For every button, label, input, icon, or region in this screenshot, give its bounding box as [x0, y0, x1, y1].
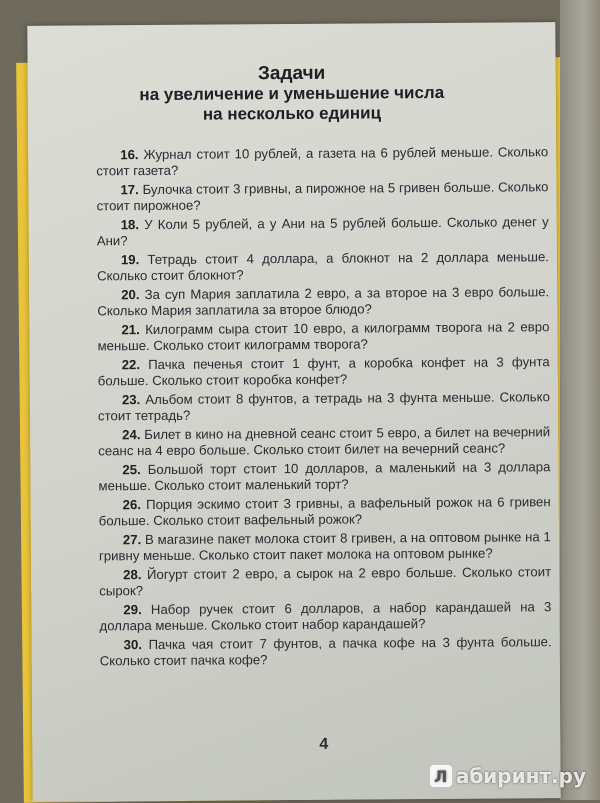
page-number: 4: [319, 735, 329, 753]
problem-number: 22.: [121, 356, 141, 373]
book-page: [27, 22, 560, 802]
problem-text: За суп Мария заплатила 2 евро, а за второе на 3 евро больше. Сколько Мария заплатила за второе блюдо?: [97, 284, 550, 319]
problem-item: [97, 249, 549, 285]
problem-number: 24.: [122, 426, 141, 443]
page-heading: [28, 62, 556, 126]
problem-item: [99, 599, 551, 635]
problem-item: [97, 319, 549, 355]
problem-text: Йогурт стоит 2 евро, а сырок на 2 евро больше. Сколько стоит сырок?: [99, 564, 552, 599]
labirint-logo-icon: Л: [430, 765, 452, 787]
problem-text: Пачка печенья стоит 1 фунт, а коробка конфет на 3 фунта больше. Сколько стоит коробка конфет?: [97, 354, 550, 389]
labirint-watermark: [430, 764, 586, 788]
problem-item: [99, 564, 551, 600]
problem-item: [99, 494, 551, 530]
problem-text: Большой торт стоит 10 долларов, а маленький на 3 доллара меньше. Сколько стоит маленький торт?: [98, 459, 551, 494]
problem-number: 19.: [120, 252, 140, 268]
problem-number: 28.: [123, 566, 142, 583]
problem-number: 16.: [120, 147, 139, 163]
heading-line-1: Задачи: [257, 62, 326, 85]
problem-item: [96, 179, 548, 215]
problem-item: [98, 389, 550, 425]
problem-text: Набор ручек стоит 6 долларов, а набор карандашей на 3 доллара меньше. Сколько стоит набор карандашей?: [99, 599, 552, 634]
problem-item: [98, 424, 550, 460]
problem-list: [96, 144, 552, 672]
problem-number: 20.: [121, 287, 140, 303]
heading-line-3: на несколько единиц: [202, 103, 382, 124]
problem-item: [98, 459, 550, 495]
problem-item: [97, 214, 549, 250]
problem-number: 21.: [121, 321, 140, 338]
problem-text: Журнал стоит 10 рублей, а газета на 6 рублей меньше. Сколько стоит газета?: [96, 144, 549, 179]
heading-line-2: на увеличение и уменьшение числа: [139, 82, 445, 105]
problem-number: 30.: [123, 636, 143, 652]
problem-item: [97, 284, 549, 320]
watermark-text: абиринт.ру: [455, 764, 586, 788]
problem-text: Билет в кино на дневной сеанс стоит 5 евро, а билет на вечерний сеанс на 4 евро больше. Сколько стоит билет на вечерний сеанс?: [98, 424, 551, 459]
problem-text: Пачка чая стоит 7 фунтов, а пачка кофе на 3 фунта больше. Сколько стоит пачка кофе?: [99, 633, 552, 669]
problem-item: [100, 634, 552, 670]
problem-text: В магазине пакет молока стоит 8 гривен, а на оптовом рынке на 1 гривну меньше. Сколько стоит пакет молока на оптовом рынке?: [98, 529, 551, 564]
problem-number: 17.: [120, 182, 139, 198]
problem-item: [96, 144, 548, 180]
problem-text: Порция эскимо стоит 3 гривны, а вафельный рожок на 6 гривен больше. Сколько стоит вафельный рожок?: [98, 494, 551, 529]
problem-text: У Коли 5 рублей, а у Ани на 5 рублей больше. Сколько денег у Ани?: [96, 214, 549, 249]
problem-number: 27.: [122, 531, 142, 548]
problem-number: 26.: [122, 496, 142, 513]
adjacent-page-edge: [560, 0, 600, 800]
problem-number: 29.: [123, 601, 142, 617]
problem-text: Булочка стоит 3 гривны, а пирожное на 5 гривен больше. Сколько стоит пирожное?: [96, 179, 549, 214]
problem-number: 23.: [121, 391, 141, 408]
problem-text: Килограмм сыра стоит 10 евро, а килограмм творога на 2 евро меньше. Сколько стоит килограмм творога?: [97, 319, 550, 354]
problem-text: Альбом стоит 8 фунтов, а тетрадь на 3 фунта меньше. Сколько стоит тетрадь?: [97, 389, 550, 424]
problem-number: 25.: [122, 461, 141, 478]
problem-item: [99, 529, 551, 565]
problem-number: 18.: [120, 217, 140, 233]
problem-item: [98, 354, 550, 390]
problem-text: Тетрадь стоит 4 доллара, а блокнот на 2 доллара меньше. Сколько стоит блокнот?: [96, 249, 549, 284]
